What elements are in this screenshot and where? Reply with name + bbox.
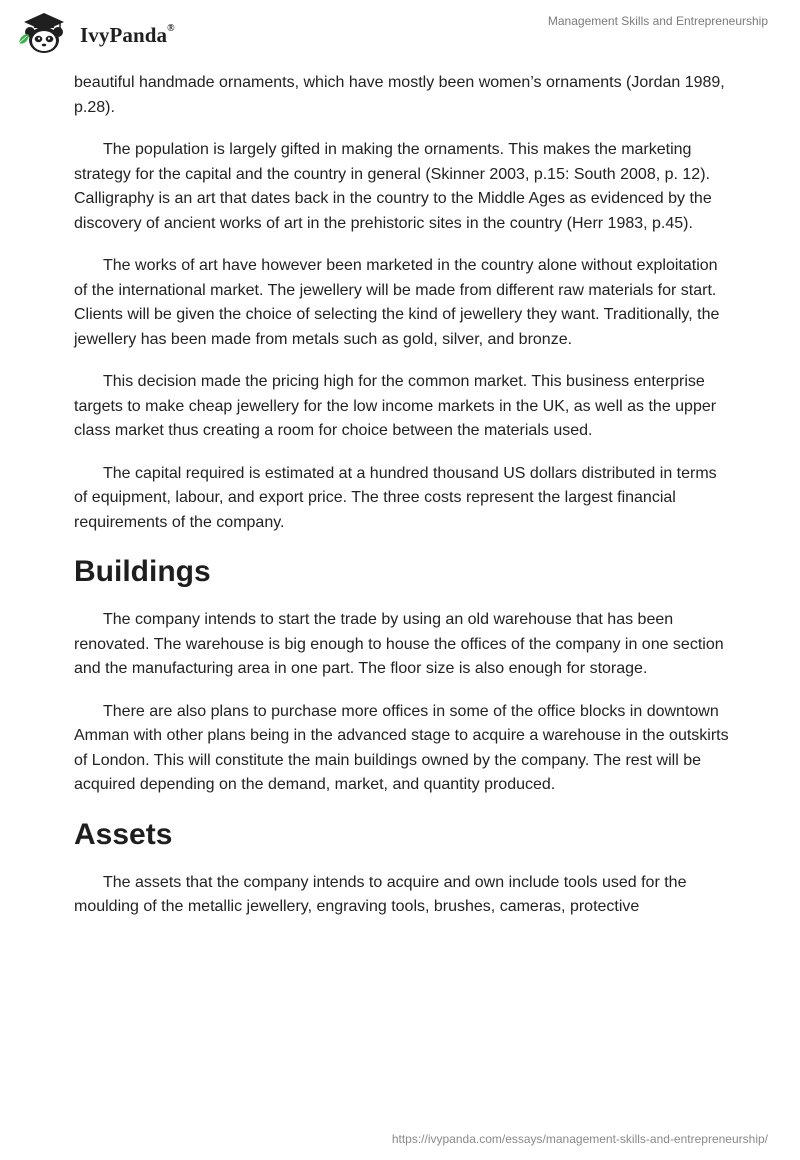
paragraph: The capital required is estimated at a hundred thousand US dollars distributed in terms of equipment, labour, and export price. The three costs represent the largest financial requirements of the company. [74, 464, 717, 531]
panda-graduate-icon [16, 9, 74, 57]
paragraph: There are also plans to purchase more offices in some of the office blocks in downtown Amman with other plans being in the advanced stage to acquire a warehouse in the outskirts of London. This will constitute the main buildings owned by the company. The rest will be acquired depending on the demand, market, and quantity produced. [74, 702, 729, 793]
essay-body [74, 71, 730, 938]
paragraph: The company intends to start the trade by using an old warehouse that has been renovated. The warehouse is big enough to house the offices of the company in one section and the manufacturing area in one part. The floor size is also enough for storage. [74, 611, 724, 677]
paragraph: The works of art have however been marketed in the country alone without exploitation of the international market. The jewellery will be made from different raw materials for start. Clients will be given the choice of selecting the kind of jewellery they want. Traditionally, the jewellery has been made from metals such as gold, silver, and bronze. [74, 257, 720, 348]
paragraph: The population is largely gifted in making the ornaments. This makes the marketing strategy for the capital and the country in general (Skinner 2003, p.15: South 2008, p. 12). Calligraphy is an art that dates back in the country to the Middle Ages as evidenced by the discovery of ancient works of art in the prehistoric sites in the country (Herr 1983, p.45). [74, 141, 712, 232]
paragraph: This decision made the pricing high for the common market. This business enterprise targets to make cheap jewellery for the low income markets in the UK, as well as the upper class market thus creating a room for choice between the materials used. [74, 373, 717, 439]
source-url[interactable]: https://ivypanda.com/essays/management-skills-and-entrepreneurship/ [391, 1132, 768, 1146]
section-heading-assets: Assets [74, 817, 173, 851]
paragraph: The assets that the company intends to acquire and own include tools used for the moulding of the metallic jewellery, engraving tools, brushes, cameras, protective [74, 873, 687, 915]
site-logo[interactable] [16, 9, 175, 57]
page-header [0, 0, 800, 70]
document-title: Management Skills and Entrepreneurship [547, 14, 768, 28]
section-heading-buildings: Buildings [74, 555, 211, 588]
paragraph: beautiful handmade ornaments, which have mostly been women’s ornaments (Jordan 1989, p.28). [74, 74, 725, 116]
brand-name: IvyPanda® [80, 22, 175, 47]
